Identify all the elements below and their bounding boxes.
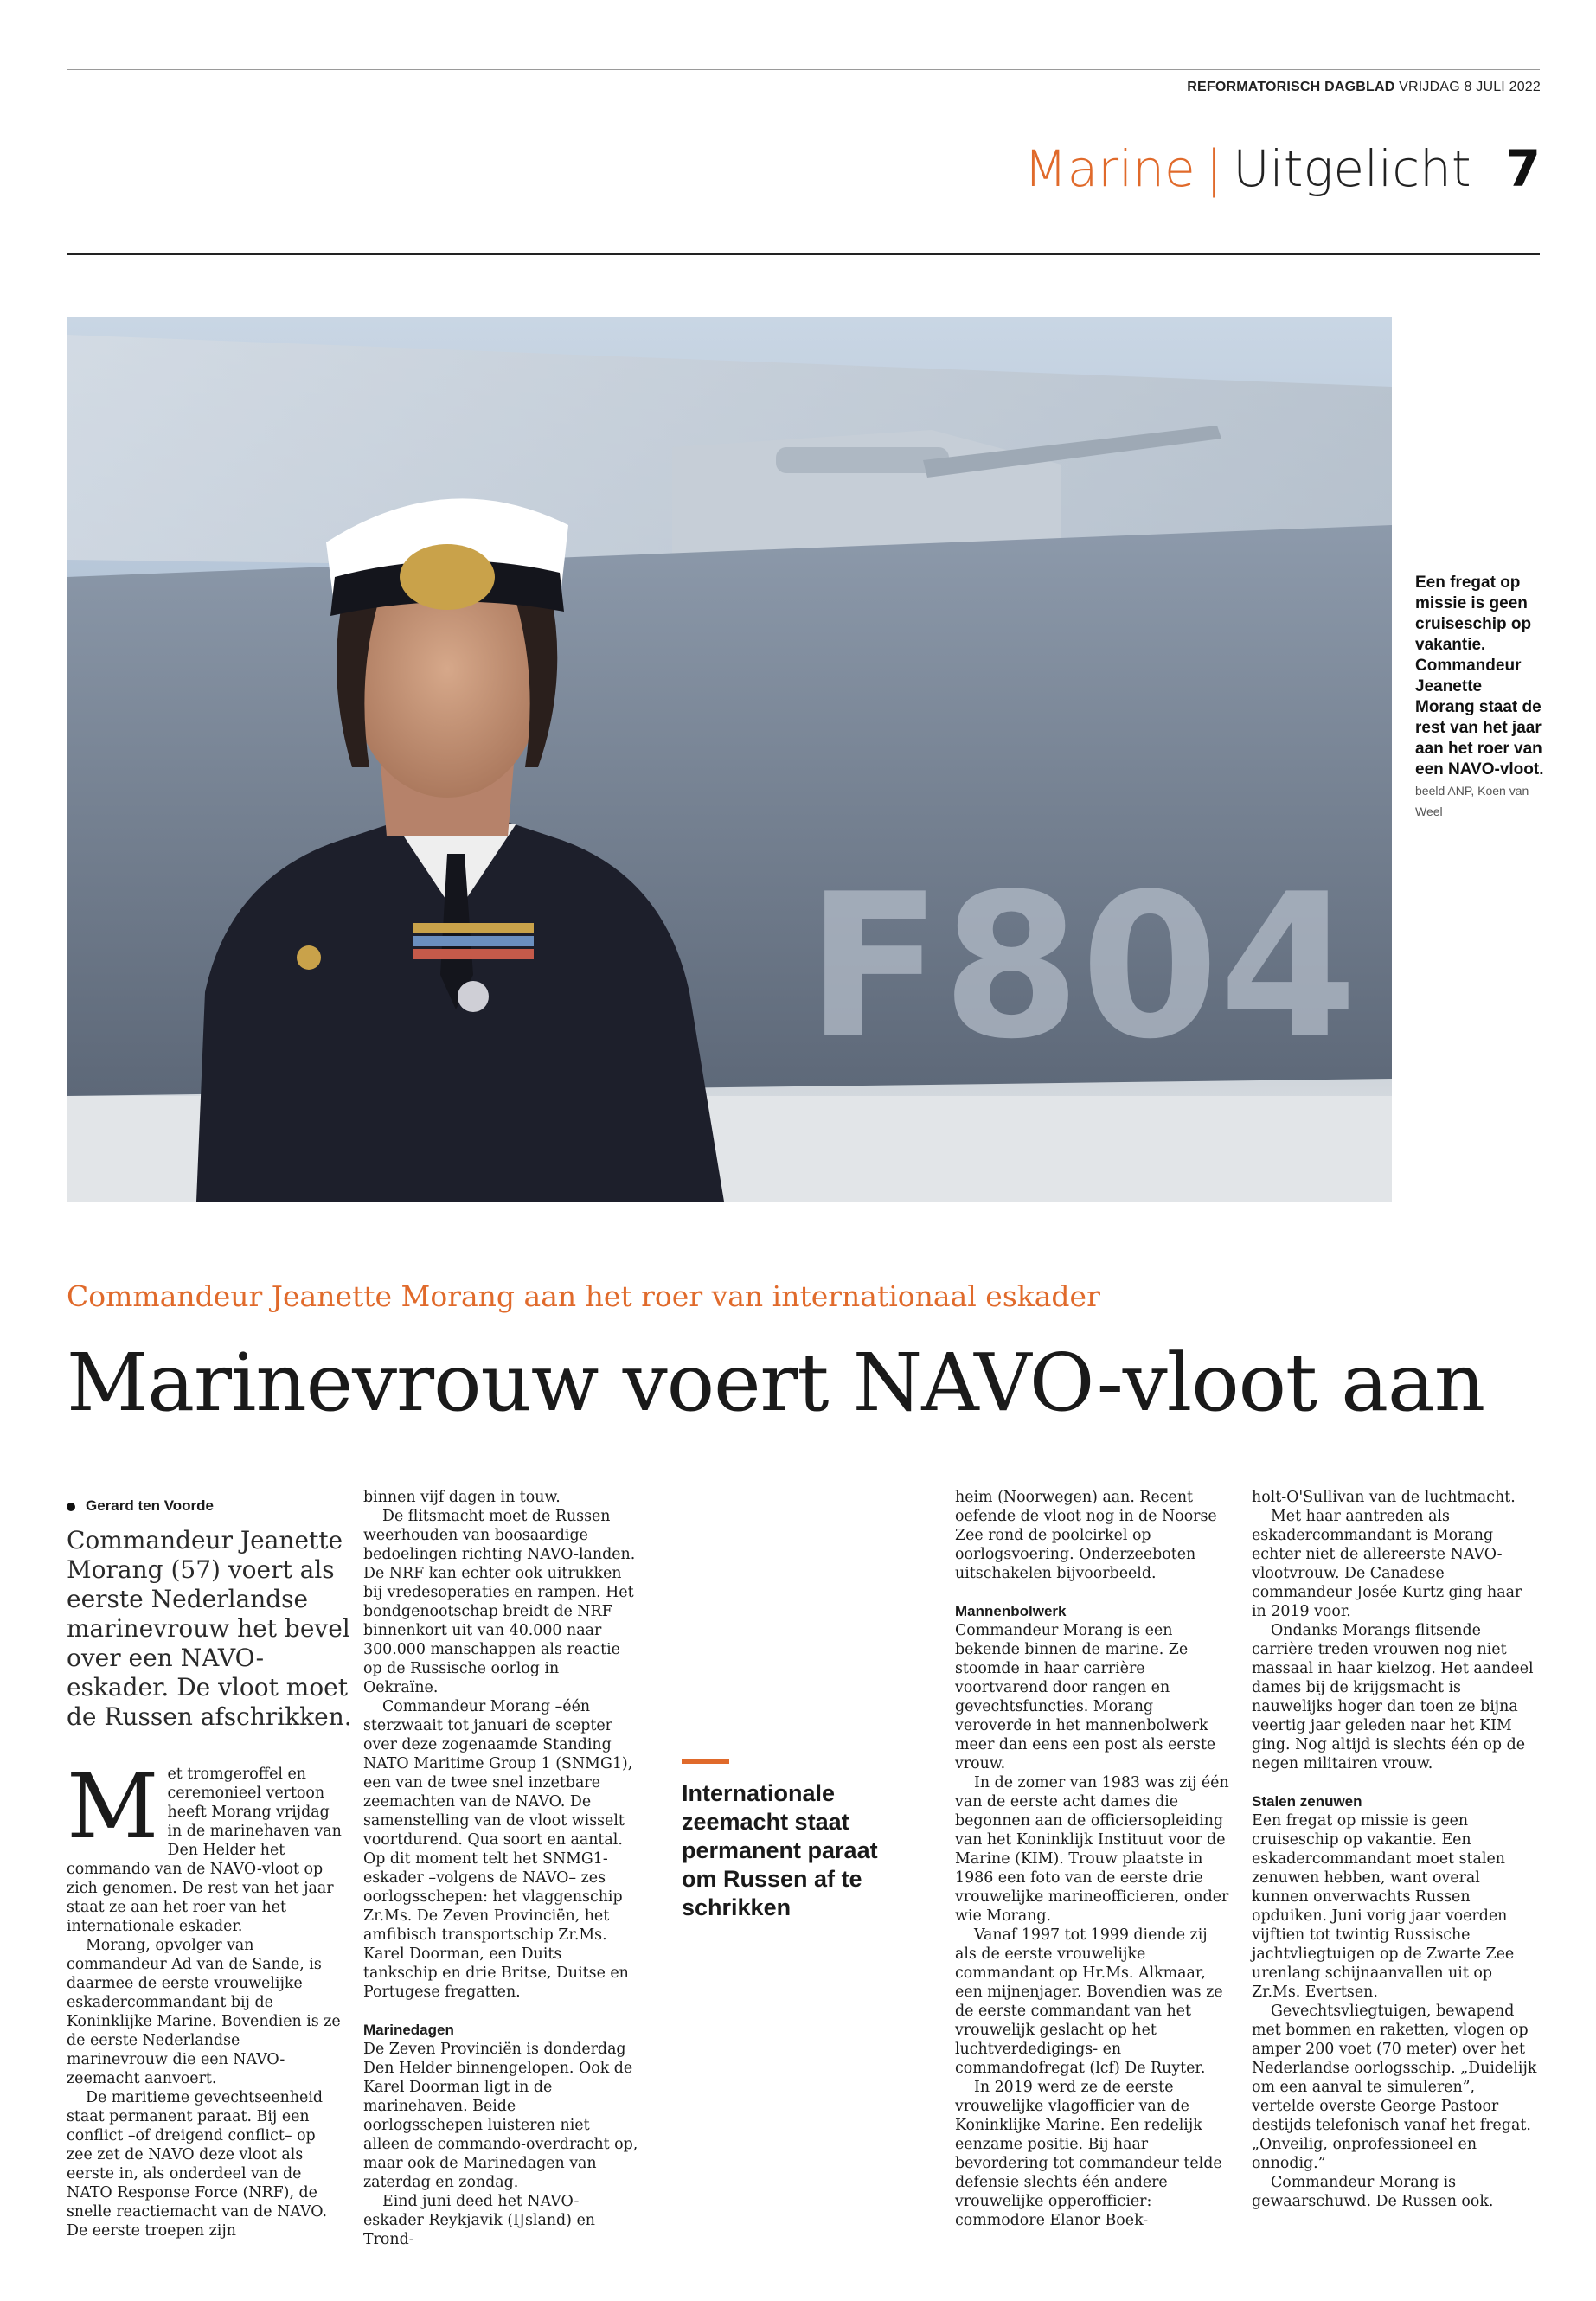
article-kicker: Commandeur Jeanette Morang aan het roer van internationaal eskader [67,1279,1100,1313]
body-paragraph: heim (Noorwegen) aan. Recent oefende de vloot nog in de Noorse Zee rond de poolcirkel op oorlogsvoering. Onderzeeboten uitschakelen bijvoorbeeld. [955,1489,1217,1582]
section-separator: | [1205,139,1223,198]
masthead-date: VRIJDAG 8 JULI 2022 [1399,80,1541,94]
caption-text: Een fregat op missie is geen cruiseschip op vakantie. Commandeur Jeanette Morang staat de rest van het jaar aan het roer van een NAVO-vloot. [1415,574,1544,779]
body-paragraph: In de zomer van 1983 was zij één van de eerste acht dames die begonnen aan de officiersopleiding van het Koninklijk Instituut voor de Marine (KIM). Trouw plaatste in 1986 een foto van de eerste drie vrouwelijke marineofficieren, onder wie Morang. [955,1774,1229,1925]
body-paragraph: Een fregat op missie is geen cruiseschip op vakantie. Een eskadercommandant moet stalen zenuwen hebben, want overal kunnen onverwachts Russen opduiken. Juni vorig jaar voerden vijftien tot twintig Russische jachtvliegtuigen op de Zwarte Zee urenlang schijnaanvallen uit op Zr.Ms. Evertsen. [1252,1812,1515,2001]
body-paragraph: Morang, opvolger van commandeur Ad van de Sande, is daarmee de eerste vrouwelijke eskadercommandant bij de Koninklijke Marine. Bovendien is ze de eerste Nederlandse marinevrouw die een NAVO-zeemacht aanvoert. [67,1937,341,2087]
subheading-marinedagen: Marinedagen [363,2022,454,2038]
body-paragraph: De flitsmacht moet de Russen weerhouden van boosaardige bedoelingen richting NAVO-landen. De NRF kan echter ook uitrukken bij vredesoperaties en rampen. Het bondgenootschap breidt de NRF binnenkort uit van 40.000 naar 300.000 manschappen als reactie op de Russische oorlog in Oekraïne. [363,1508,636,1696]
body-paragraph: Commandeur Morang is een bekende binnen de marine. Ze stoomde in haar carrière voortvarend door rangen en gevechtsfuncties. Morang veroverde in het mannenbolwerk meer dan eens een post als eerste vrouw. [955,1622,1216,1772]
section-header [1023,139,1541,198]
article-intro: Commandeur Jeanette Morang (57) voert als eerste Nederlandse marinevrouw het bevel over een NAVO-eskader. De vloot moet de Russen afschrikken. [67,1526,352,1731]
article-photo [67,317,1392,1202]
hull-number: F804 [806,852,1358,1083]
article-headline: Marinevrouw voert NAVO-vloot aan [67,1336,1485,1429]
body-paragraph: Vanaf 1997 tot 1999 diende zij als de eerste vrouwelijke commandant op Hr.Ms. Alkmaar, een mijnenjager. Bovendien was ze de eerste commandant van het vrouwelijk geslacht op het luchtverdedigings- en commandofregat (lcf) De Ruyter. [955,1926,1223,2077]
body-paragraph: De Zeven Provinciën is donderdag Den Helder binnengelopen. Ook de Karel Doorman ligt in de marinehaven. Beide oorlogsschepen luisteren niet alleen de commando-overdracht op, maar ook de Marinedagen van zaterdag en zondag. [363,2041,638,2191]
body-paragraph: binnen vijf dagen in touw. [363,1489,561,1506]
subheading-mannenbolwerk: Mannenbolwerk [955,1603,1067,1619]
body-paragraph: Ondanks Morangs flitsende carrière treden vrouwen nog niet massaal in haar kielzog. Het aandeel dames bij de krijgsmacht is nauwelijks hoger dan toen ze bijna veertig jaar geleden naar het KIM ging. Nog altijd is slechts één op de negen militairen vrouw. [1252,1622,1534,1772]
byline [67,1497,214,1515]
body-paragraph: In 2019 werd ze de eerste vrouwelijke vlagofficier van de Koninklijke Marine. Een redelijk eenzame positie. Bij haar bevordering tot commandeur telde defensie slechts één andere vrouwelijke opperofficier: commodore Elanor Boek- [955,2079,1222,2229]
header-rule [67,253,1540,255]
body-paragraph: Commandeur Morang –één sterzwaait tot januari de scepter over deze zogenaamde Standing NATO Maritime Group 1 (SNMG1), een van de twee snel inzetbare zeemachten van de NAVO. De samenstelling van de vloot wisselt voortdurend. Qua soort en aantal. Op dit moment telt het SNMG1-eskader –volgens de NAVO– zes oorlogsschepen: het vlaggenschip Zr.Ms. De Zeven Provinciën, het amfibisch transportschip Zr.Ms. Karel Doorman, een Duits tankschip en drie Britse, Duitse en Portugese fregatten. [363,1698,633,2001]
byline-author: Gerard ten Voorde [86,1497,214,1514]
subheading-stalen-zenuwen: Stalen zenuwen [1252,1793,1362,1810]
photo-caption [1415,573,1545,822]
body-paragraph: Eind juni deed het NAVO-eskader Reykjavik (IJsland) en Trond- [363,2193,595,2248]
masthead-paper: REFORMATORISCH DAGBLAD [1187,80,1395,94]
pull-quote: Internationale zeemacht staat permanent paraat om Russen af te schrikken [682,1780,878,1920]
byline-bullet-icon [67,1503,75,1511]
column-4 [1252,1488,1537,2211]
photo-credit: beeld ANP, Koen van Weel [1415,784,1529,818]
body-paragraph: Met haar aantreden als eskadercommandant is Morang echter niet de allereerste NAVO-vlootvrouw. De Canadese commandeur Josée Kurtz ging haar in 2019 voor. [1252,1508,1522,1620]
dropcap: M [67,1753,159,1859]
body-paragraph: Commandeur Morang is gewaarschuwd. De Russen ook. [1252,2174,1494,2210]
page-number: 7 [1505,139,1541,198]
section-keyword: Marine [1023,139,1195,198]
masthead [1187,80,1541,95]
column-3 [955,1488,1230,2230]
body-paragraph: holt-O'Sullivan van de luchtmacht. [1252,1489,1516,1506]
section-subsection: Uitgelicht [1233,139,1471,198]
pull-quote-accent [682,1759,729,1764]
body-paragraph: De maritieme gevechtseenheid staat permanent paraat. Bij een conflict –of dreigend conflict– op zee zet de NAVO deze vloot als eerste in, als onderdeel van de NATO Response Force (NRF), de snelle reactiemacht van de NAVO. De eerste troepen zijn [67,2089,328,2240]
column-1 [67,1753,342,2240]
body-paragraph: Gevechtsvliegtuigen, bewapend met bommen en raketten, vlogen op amper 200 voet (70 meter) over het Nederlandse oorlogsschip. „Duidelijk om een aanval te simuleren”, vertelde overste George Pastoor destijds telefonisch vanaf het fregat. „Onveilig, onprofessioneel en onnodig.” [1252,2003,1537,2172]
body-paragraph: et tromgeroffel en ceremonieel vertoon heeft Morang vrijdag in de marinehaven van Den Helder het commando van de NAVO-vloot op zich genomen. De rest van het jaar staat ze aan het roer van het internationale eskader. [67,1766,342,1935]
top-rule [67,69,1540,70]
photo-illustration [67,317,1392,1202]
column-2 [363,1488,638,2249]
